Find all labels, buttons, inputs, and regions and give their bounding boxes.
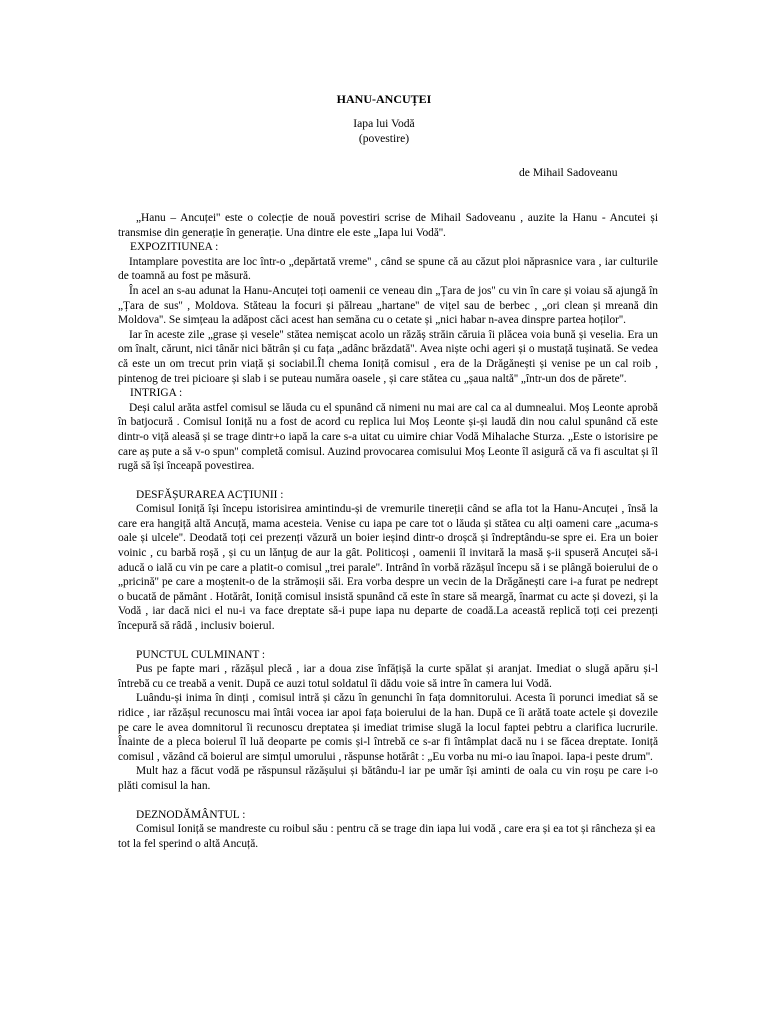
section-heading-expozitiunea: EXPOZITIUNEA :: [130, 241, 219, 254]
intro-paragraph: „Hanu – Ancuței'' este o colecție de nouă povestiri scrise de Mihail Sadoveanu , auzite la Hanu - Ancutei și transmise din generație în generație. Una dintre ele este „Iapa lui Vodă''.: [118, 212, 658, 239]
paragraph: Mult haz a făcut vodă pe răspunsul răzășului și bătându-l iar pe umăr își aminti de oala cu vin roșu pe care i-o plăti comisul la han.: [118, 765, 658, 792]
document-body: [118, 211, 658, 851]
paragraph: Pus pe fapte mari , răzășul plecă , iar a doua zise înfățișă la curte spălat și aranjat. Imediat o slugă apăru și-l întrebă cu ce treabă a venit. După ce auzi totul soldatul îi dădu voie să intre în camera lui Vodă.: [118, 663, 658, 690]
section-heading-punctul-culminant: PUNCTUL CULMINANT :: [136, 648, 266, 661]
paragraph: Comisul Ioniță își începu istorisirea amintindu-și de vremurile tinereții când se afla tot la Hanu-Ancuței , însă la care era hangiță altă Ancuță, mama acesteia. Venise cu iapa pe care tot o lăuda și stătea cu alți oameni care „acuma-s oale și ulcele''. Deodată toți cei prezenți văzură un boier ieșind dintr-o droșcă și îndreptându-se spre ei. Era un boier voinic , cu barbă roșă , și cu un lănțug de aur la gât. Politicoși , oamenii îl invitară la masă ș-ii spuseră Ancuței să-i aducă o ială cu vin pe care a platit-o comisul „trei parale''. Intrând în vorbă răzășul începu să i se plângă boierului de o „pricină'' pe care a moștenit-o de la strămoșii săi. Era vorba despre un vecin de la Drăgănești care i-a furat pe nedrept o bucată de pământ . Hotărât, Ioniță comisul insistă spunând că este în stare să meargă, înarmat cu acte și dovezi, și la Vodă , iar dacă nici el nu-i va face dreptate să-i pupe iapa nu departe de coadă.La această replică toți cei prezenți începură să râdă , inclusiv boierul.: [118, 503, 658, 633]
paragraph: Comisul Ioniță se mandreste cu roibul său : pentru că se trage din iapa lui vodă , care era și ea tot și rânchеza și ea tot la fel sperind o altă Ancuță.: [118, 823, 656, 850]
document-subtitle: [0, 117, 768, 146]
paragraph: Iar în aceste zile „grase și vesele'' stătea nemișcat acolo un răzăș străin căruia îi plăcea voia bună și veselia. Era un om înalt, cărunt, nici tânăr nici bătrân și cu fața „adânc brăzdată''. Avea niște ochi ageri și o mustață tușinată. Se vedea că este un om trecut prin viață și sociabil.Îl chema Ioniță comisul , era de la Drăgănești și venise pe un cal roib , pintenog de trei picioare și slab i se puteau număra oasele , și care stătea cu „șaua naltă'' „într-un dos de părete''.: [118, 328, 658, 385]
document-title: HANU-ANCUȚEI: [336, 92, 432, 106]
paragraph: Intamplare povestita are loc într-o „depărtată vreme'' , când se spune că au căzut ploi năprasnice vara , iar culturile de toamnă au fost pe măsură.: [118, 255, 658, 283]
section-heading-desfasurarea-actiunii: DESFĂȘURAREA ACȚIUNII :: [136, 488, 284, 501]
paragraph: În acel an s-au adunat la Hanu-Ancuței toți oamenii ce veneau din „Țara de jos'' cu vin în care și voiau să ajungă în „Țara de sus'' , Moldova. Stăteau la focuri și pălreau „hartane'' de vițel sau de berbec , „ori clean și mreană din Moldova''. Se simțeau la adăpost căci acest han semăna cu o cetate și „nici habar n-avea dinspre partea hoților''.: [118, 284, 658, 327]
subtitle-work-name: Iapa lui Vodă: [353, 117, 415, 130]
paragraph: Luându-și inima în dinți , comisul intră și căzu în genunchi în fața domnitorului. Acesta îi porunci imediat să se ridice , iar răzășul recunoscu mai întâi vocea iar apoi fața boierului de la han. După ce îi arătă toate actele și dovezile pe care le avea domnitorul îi recunoscu dreptatea și imediat trimise slugă la locul faptei pebtru a clarifica lucrurile. Înainte de a pleca boierul îl luă deoparte pe comis și-l întrebă ce s-ar fi întâmplat dacă nu i se făcea dreptate. Ioniță comisul , văzând că boierul are simțul umorului , răspunse hotărât : „Eu vorba nu mi-o iau înapoi. Iapa-i peste drum''.: [118, 692, 658, 763]
document-author: de Mihail Sadoveanu: [519, 166, 618, 179]
section-heading-deznodamantul: DEZNODĂMÂNTUL :: [136, 808, 246, 821]
section-heading-intriga: INTRIGA :: [130, 387, 183, 400]
paragraph: Deși calul arăta astfel comisul se lăuda cu el spunând că nimeni nu mai are cal ca al dumnealui. Moș Leonte aprobă în batjocură . Comisul Ioniță nu a fost de acord cu replica lui Moș Leonte și-și laudă din nou calul spunând că este dintr-o viță aleasă și se trage dintr+o iapă la care s-a uitat cu uimire chiar Vodă Mihalache Sturza. „Este o istorisire pe care aș pute a să v-o spun'' completă comisul. Auzind provocarea comisului Moș Leonte îl asigură că va fi ascultat și îl rugă să își înceapă povestirea.: [118, 401, 658, 473]
subtitle-genre: (povestire): [358, 131, 410, 145]
